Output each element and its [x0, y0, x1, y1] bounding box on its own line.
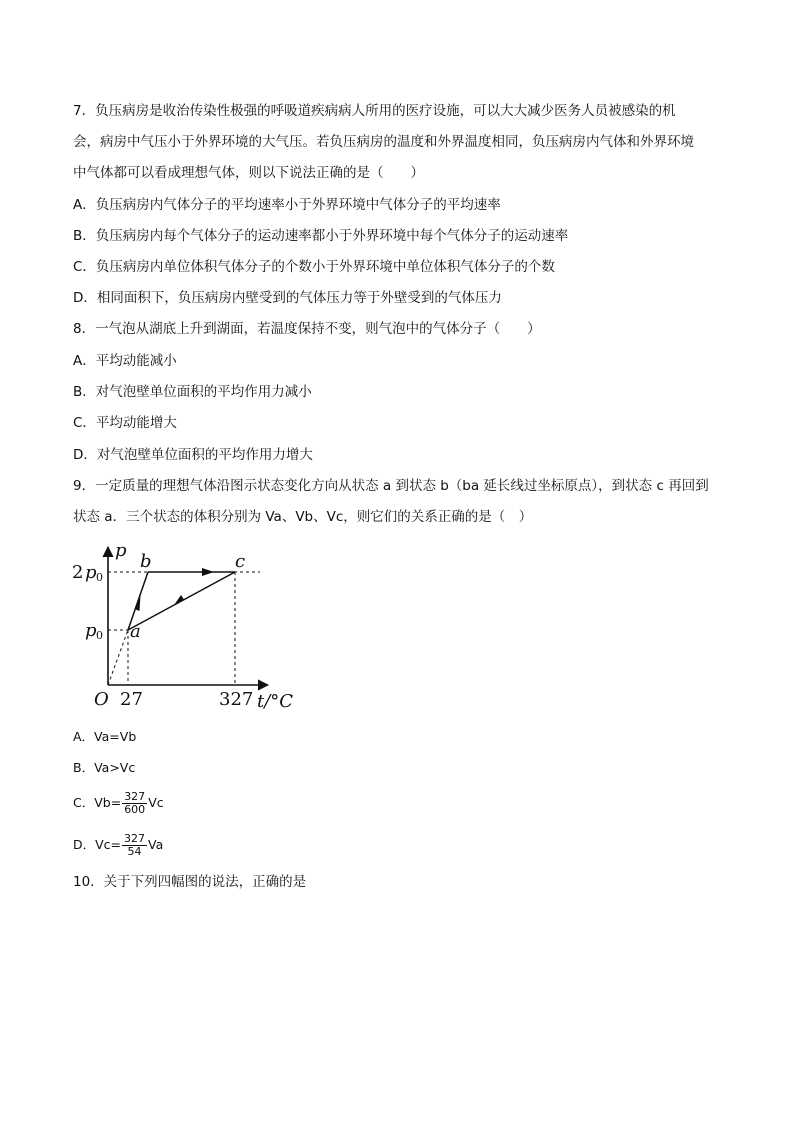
q9-option-d-prefix: D．Vc=: [73, 837, 122, 852]
x-tick-27: 27: [120, 689, 143, 710]
q8-option-c: C．平均动能增大: [73, 415, 177, 431]
q9-option-c-suffix: Vc: [148, 795, 164, 810]
q9-option-c-prefix: C．Vb=: [73, 795, 122, 810]
arrow-b-to-c: [202, 568, 214, 576]
y-tick-2p0-coef: 2: [72, 562, 84, 583]
q9-option-d: [73, 828, 163, 862]
process-c-to-a: [128, 572, 235, 630]
q8-option-d: D．对气泡壁单位面积的平均作用力增大: [73, 447, 313, 463]
y-tick-p0-sub: 0: [96, 629, 103, 642]
x-axis-label: t/°C: [257, 691, 294, 712]
q9-option-a: A．Va=Vb: [73, 729, 137, 744]
y-tick-2p0-p: p: [85, 562, 97, 583]
point-c-label: c: [235, 551, 246, 572]
x-tick-327: 327: [219, 689, 254, 710]
q8-option-b: B．对气泡壁单位面积的平均作用力减小: [73, 384, 312, 400]
q9-option-c: [73, 786, 164, 820]
y-tick-p0-p: p: [85, 620, 97, 641]
arrow-a-to-b: [135, 595, 141, 611]
q7-option-b: B．负压病房内每个气体分子的运动速率都小于外界环境中每个气体分子的运动速率: [73, 228, 569, 244]
q9-option-d-suffix: Va: [148, 837, 164, 852]
q7-stem-line-1: 7．负压病房是收治传染性极强的呼吸道疾病病人所用的医疗设施，可以大大减少医务人员被感染的机: [73, 103, 676, 119]
q7-stem-line-3: 中气体都可以看成理想气体，则以下说法正确的是（ ）: [73, 165, 424, 181]
q9-stem-line-1: 9．一定质量的理想气体沿图示状态变化方向从状态 a 到状态 b（ba 延长线过坐标原点），到状态 c 再回到: [73, 478, 709, 494]
arrow-c-to-a: [174, 595, 184, 605]
q9-stem-line-2: 状态 a．三个状态的体积分别为 Va、Vb、Vc，则它们的关系正确的是（ ）: [73, 509, 533, 525]
q9-option-d-fraction: [122, 833, 147, 858]
point-a-label: a: [130, 621, 141, 642]
q7-option-d: D．相同面积下，负压病房内壁受到的气体压力等于外壁受到的气体压力: [73, 290, 502, 306]
q9-option-c-numerator: 327: [124, 790, 146, 803]
q7-stem-line-2: 会，病房中气压小于外界环境的大气压。若负压病房的温度和外界温度相同，负压病房内气体和外界环境: [73, 134, 694, 150]
q9-option-c-denominator: 600: [124, 803, 146, 816]
pt-diagram: [68, 537, 308, 717]
y-axis-label: p: [115, 540, 127, 561]
q9-option-d-denominator: 54: [127, 845, 142, 858]
q7-option-c: C．负压病房内单位体积气体分子的个数小于外界环境中单位体积气体分子的个数: [73, 259, 555, 275]
q8-stem: 8．一气泡从湖底上升到湖面，若温度保持不变，则气泡中的气体分子（ ）: [73, 321, 541, 337]
dashed-extension-to-origin: [108, 630, 128, 685]
q7-option-a: A．负压病房内气体分子的平均速率小于外界环境中气体分子的平均速率: [73, 197, 501, 213]
q8-option-a: A．平均动能减小: [73, 353, 177, 369]
q10-stem: 10．关于下列四幅图的说法，正确的是: [73, 874, 307, 890]
q9-option-b: B．Va>Vc: [73, 760, 136, 775]
point-b-label: b: [140, 551, 152, 572]
y-tick-2p0-sub: 0: [96, 571, 103, 584]
q9-option-c-fraction: [122, 791, 147, 816]
origin-label: O: [94, 689, 109, 710]
q9-option-d-numerator: 327: [124, 832, 146, 845]
